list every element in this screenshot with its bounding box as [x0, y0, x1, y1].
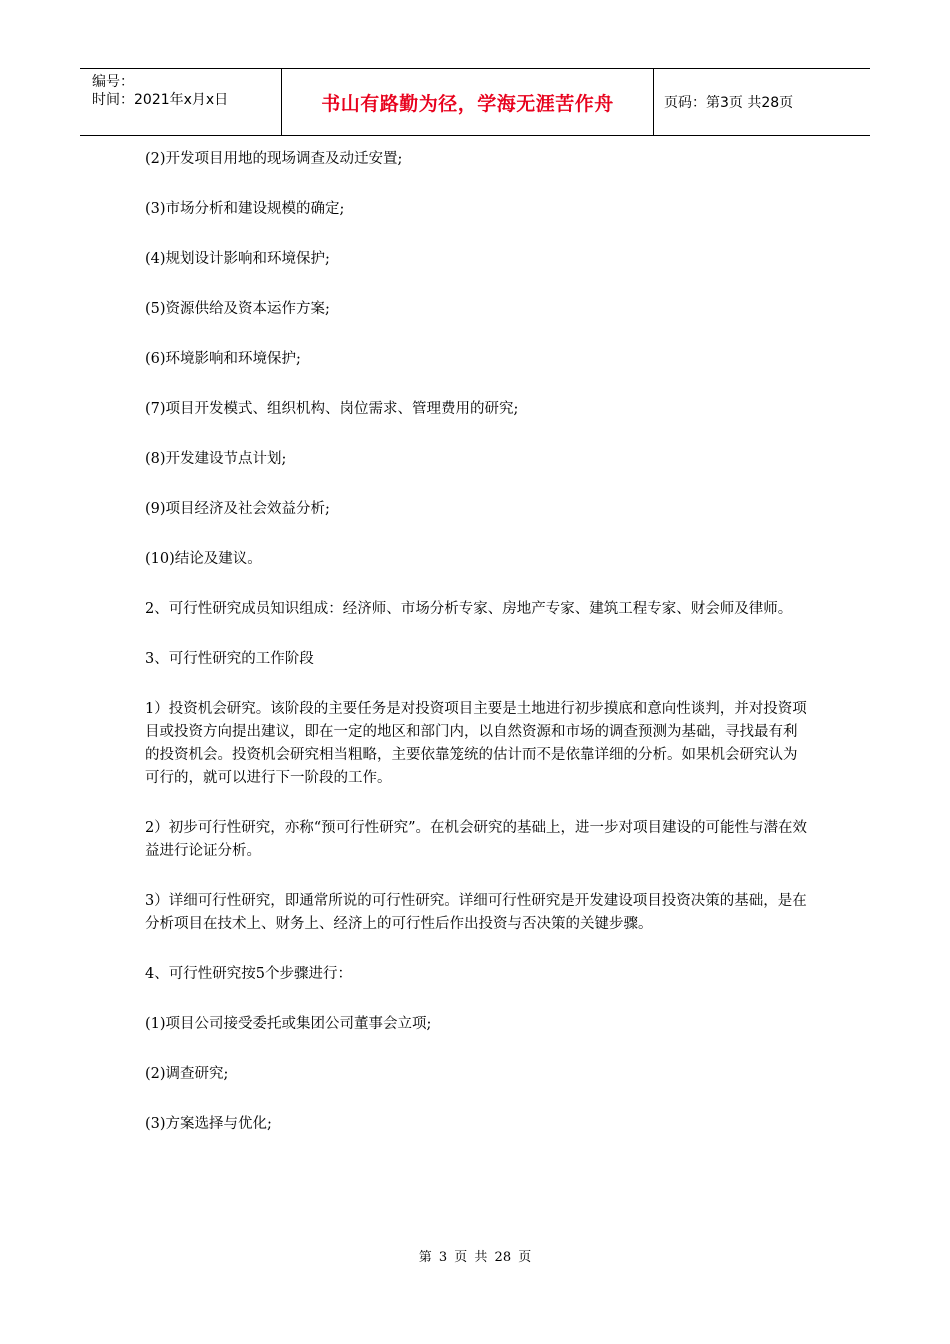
paragraph: 2、可行性研究成员知识组成：经济师、市场分析专家、房地产专家、建筑工程专家、财会师及律师。	[145, 601, 793, 617]
paragraph: 1）投资机会研究。该阶段的主要任务是对投资项目主要是土地进行初步摸底和意向性谈判，并对投资项目或投资方向提出建议，即在一定的地区和部门内，以自然资源和市场的调查预测为基础，寻找最有利的投资机会。投资机会研究相当粗略，主要依靠笼统的估计而不是依靠详细的分析。如果机会研究认为可行的，就可以进行下一阶段的工作。	[145, 701, 807, 786]
paragraph: (6)环境影响和环境保护;	[145, 351, 301, 367]
paragraph: (8)开发建设节点计划;	[145, 451, 287, 467]
document-number-label: 编号：	[92, 74, 134, 90]
paragraph: (3)方案选择与优化;	[145, 1116, 272, 1132]
paragraph: (10)结论及建议。	[145, 551, 262, 567]
paragraph: (2)开发项目用地的现场调查及动迁安置;	[145, 151, 403, 167]
page-footer: 第 3 页 共 28 页	[418, 1250, 532, 1265]
paragraph: (1)项目公司接受委托或集团公司董事会立项;	[145, 1016, 432, 1032]
paragraph: (2)调查研究;	[145, 1066, 229, 1082]
document-time-label: 时间：2021年x月x日	[92, 92, 229, 108]
header-meta-cell	[80, 69, 282, 135]
paragraph: (9)项目经济及社会效益分析;	[145, 501, 330, 517]
paragraph: 2）初步可行性研究，亦称“预可行性研究”。在机会研究的基础上，进一步对项目建设的可能性与潜在效益进行论证分析。	[145, 820, 808, 859]
paragraph: (5)资源供给及资本运作方案;	[145, 301, 330, 317]
header-page-info: 页码：第3页 共28页	[664, 95, 794, 111]
paragraph: 4、可行性研究按5个步骤进行：	[145, 966, 352, 982]
paragraph: (7)项目开发模式、组织机构、岗位需求、管理费用的研究;	[145, 401, 519, 417]
paragraph: (4)规划设计影响和环境保护;	[145, 251, 330, 267]
paragraph: (3)市场分析和建设规模的确定;	[145, 201, 345, 217]
paragraph: 3）详细可行性研究，即通常所说的可行性研究。详细可行性研究是开发建设项目投资决策的基础，是在分析项目在技术上、财务上、经济上的可行性后作出投资与否决策的关键步骤。	[145, 893, 807, 932]
document-body	[145, 148, 810, 1163]
page-header	[80, 68, 870, 136]
header-motto: 书山有路勤为径，学海无涯苦作舟	[282, 69, 654, 135]
paragraph: 3、可行性研究的工作阶段	[145, 651, 314, 667]
